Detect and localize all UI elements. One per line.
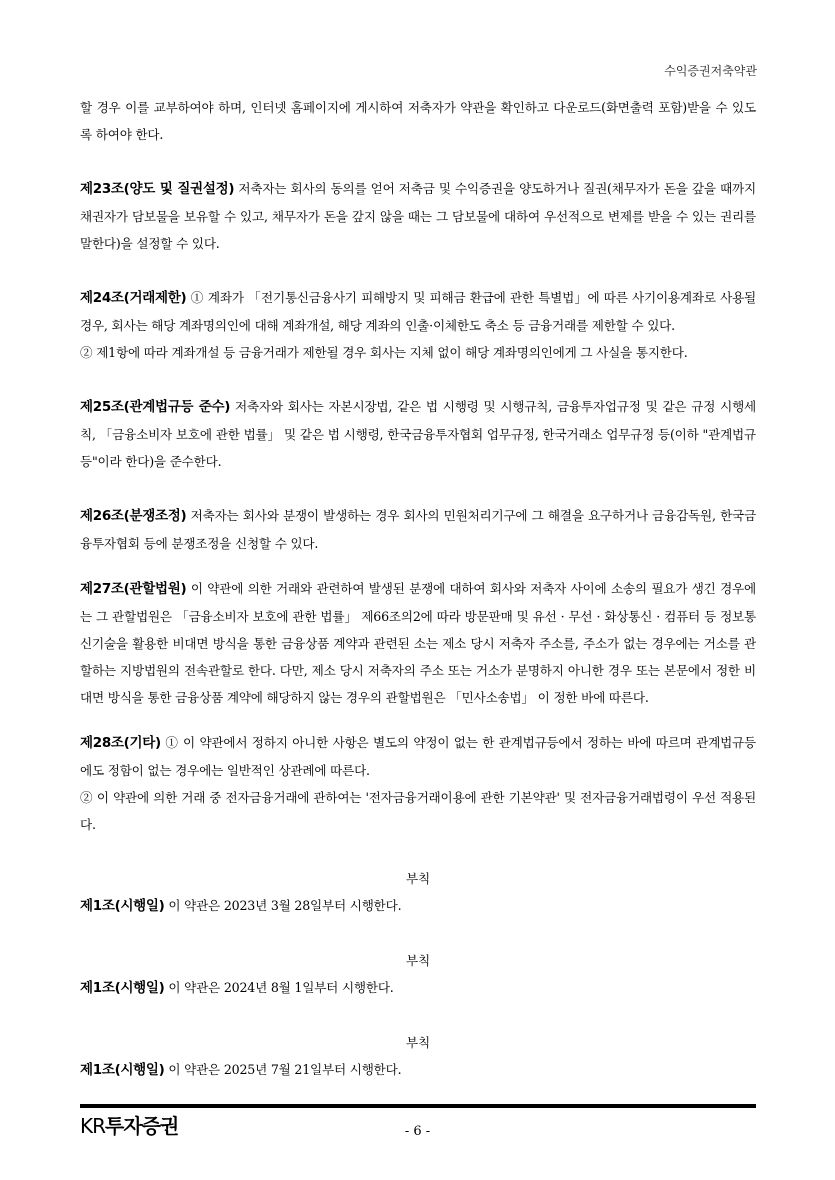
article-28 bbox=[80, 729, 756, 838]
article-26 bbox=[80, 502, 756, 557]
supplement-text: 이 약관은 2024년 8월 1일부터 시행한다. bbox=[168, 980, 394, 995]
article-title: 제28조(기타) bbox=[80, 735, 161, 751]
supplement-title: 제1조(시행일) bbox=[80, 1062, 165, 1078]
article-paragraph bbox=[80, 575, 756, 711]
supplement-heading: 부칙 bbox=[406, 1035, 430, 1050]
article-text: ① 이 약관에서 정하지 아니한 사항은 별도의 약정이 없는 한 관계법규등에서 정하는 바에 따르며 관계법규등에도 정함이 없는 경우에는 일반적인 상관례에 따른다. bbox=[80, 735, 756, 778]
article-text: 이 약관에 의한 거래와 관련하여 발생된 분쟁에 대하여 회사와 저축자 사이에 소송의 필요가 생긴 경우에는 그 관할법원은 「금융소비자 보호에 관한 법률」 제66조의2에 따라 방문판매 및 유선 · 무선 · 화상통신 · 컴퓨터 등 정보통신기술을 활용한 비대면 방식을 통한 금융상품 계약과 관련된 소는 제소 당시 저축자 주소를, 주소가 없는 경우에는 거소를 관할하는 지방법원의 전속관할로 한다. 다만, 제소 당시 저축자의 주소 또는 거소가 분명하지 아니한 경우 또는 본문에서 정한 비대면 방식을 통한 금융상품 계약에 해당하지 않는 경우의 관할법원은 「민사소송법」 이 정한 바에 따른다. bbox=[80, 581, 756, 705]
article-title: 제25조(관계법규등 준수) bbox=[80, 399, 231, 415]
document-header-title: 수익증권저축약관 bbox=[664, 64, 757, 78]
article-paragraph bbox=[80, 284, 756, 339]
supplement-2 bbox=[80, 947, 756, 1002]
article-paragraph bbox=[80, 175, 756, 257]
supplement-heading: 부칙 bbox=[406, 953, 430, 968]
article-23 bbox=[80, 175, 756, 257]
article-title: 제24조(거래제한) bbox=[80, 290, 187, 306]
page-number: - 6 - bbox=[404, 1124, 431, 1139]
article-text: ① 계좌가 「전기통신금융사기 피해방지 및 피해금 환급에 관한 특별법」에 따른 사기이용계좌로 사용될 경우, 회사는 해당 계좌명의인에 대해 계좌개설, 해당 계좌의 인출·이체한도 축소 등 금융거래를 제한할 수 있다. bbox=[80, 290, 757, 333]
supplement-title: 제1조(시행일) bbox=[80, 980, 165, 996]
document-body bbox=[80, 94, 756, 1084]
supplement-text: 이 약관은 2025년 7월 21일부터 시행한다. bbox=[168, 1062, 402, 1077]
article-paragraph bbox=[80, 502, 756, 557]
article-paragraph bbox=[80, 729, 756, 784]
supplement-paragraph bbox=[80, 892, 756, 920]
article-text: 저축자는 회사와 분쟁이 발생하는 경우 회사의 민원처리기구에 그 해결을 요구하거나 금융감독원, 한국금융투자협회 등에 분쟁조정을 신청할 수 있다. bbox=[80, 508, 756, 551]
article-title: 제27조(관할법원) bbox=[80, 581, 187, 597]
intro-paragraph: 할 경우 이를 교부하여야 하며, 인터넷 홈페이지에 게시하여 저축자가 약관을 확인하고 다운로드(화면출력 포함)받을 수 있도록 하여야 한다. bbox=[80, 100, 756, 142]
article-25 bbox=[80, 393, 756, 475]
article-27 bbox=[80, 575, 756, 711]
supplement-heading: 부칙 bbox=[406, 871, 430, 886]
supplement-paragraph bbox=[80, 974, 756, 1002]
article-paragraph: ② 이 약관에 의한 거래 중 전자금융거래에 관하여는 '전자금융거래이용에 관한 기본약관' 및 전자금융거래법령이 우선 적용된다. bbox=[80, 790, 756, 832]
supplement-3 bbox=[80, 1029, 756, 1084]
footer-rule bbox=[80, 1104, 756, 1108]
supplement-paragraph bbox=[80, 1056, 756, 1084]
supplement-1 bbox=[80, 865, 756, 920]
article-text: 저축자는 회사의 동의를 얻어 저축금 및 수익증권을 양도하거나 질권(채무자가 돈을 갚을 때까지 채권자가 담보물을 보유할 수 있고, 채무자가 돈을 갚지 않을 때는 그 담보물에 대하여 우선적으로 변제를 받을 수 있는 권리를 말한다)을 설정할 수 있다. bbox=[80, 181, 756, 251]
article-title: 제26조(분쟁조정) bbox=[80, 508, 187, 524]
supplement-title: 제1조(시행일) bbox=[80, 898, 165, 914]
logo-korean: 투자증권 bbox=[105, 1114, 179, 1138]
article-text: 저축자와 회사는 자본시장법, 같은 법 시행령 및 시행규칙, 금융투자업규정 및 같은 규정 시행세칙, 「금융소비자 보호에 관한 법률」 및 같은 법 시행령, 한국금융투자협회 업무규정, 한국거래소 업무규정 등(이하 "관계법규등"이라 한다)을 준수한다. bbox=[80, 399, 757, 469]
article-paragraph bbox=[80, 393, 756, 475]
logo-latin: KR bbox=[80, 1114, 106, 1138]
article-paragraph: ② 제1항에 따라 계좌개설 등 금융거래가 제한될 경우 회사는 지체 없이 해당 계좌명의인에게 그 사실을 통지한다. bbox=[80, 345, 688, 360]
article-title: 제23조(양도 및 질권설정) bbox=[80, 181, 235, 197]
supplement-text: 이 약관은 2023년 3월 28일부터 시행한다. bbox=[168, 898, 402, 913]
article-24 bbox=[80, 284, 756, 366]
